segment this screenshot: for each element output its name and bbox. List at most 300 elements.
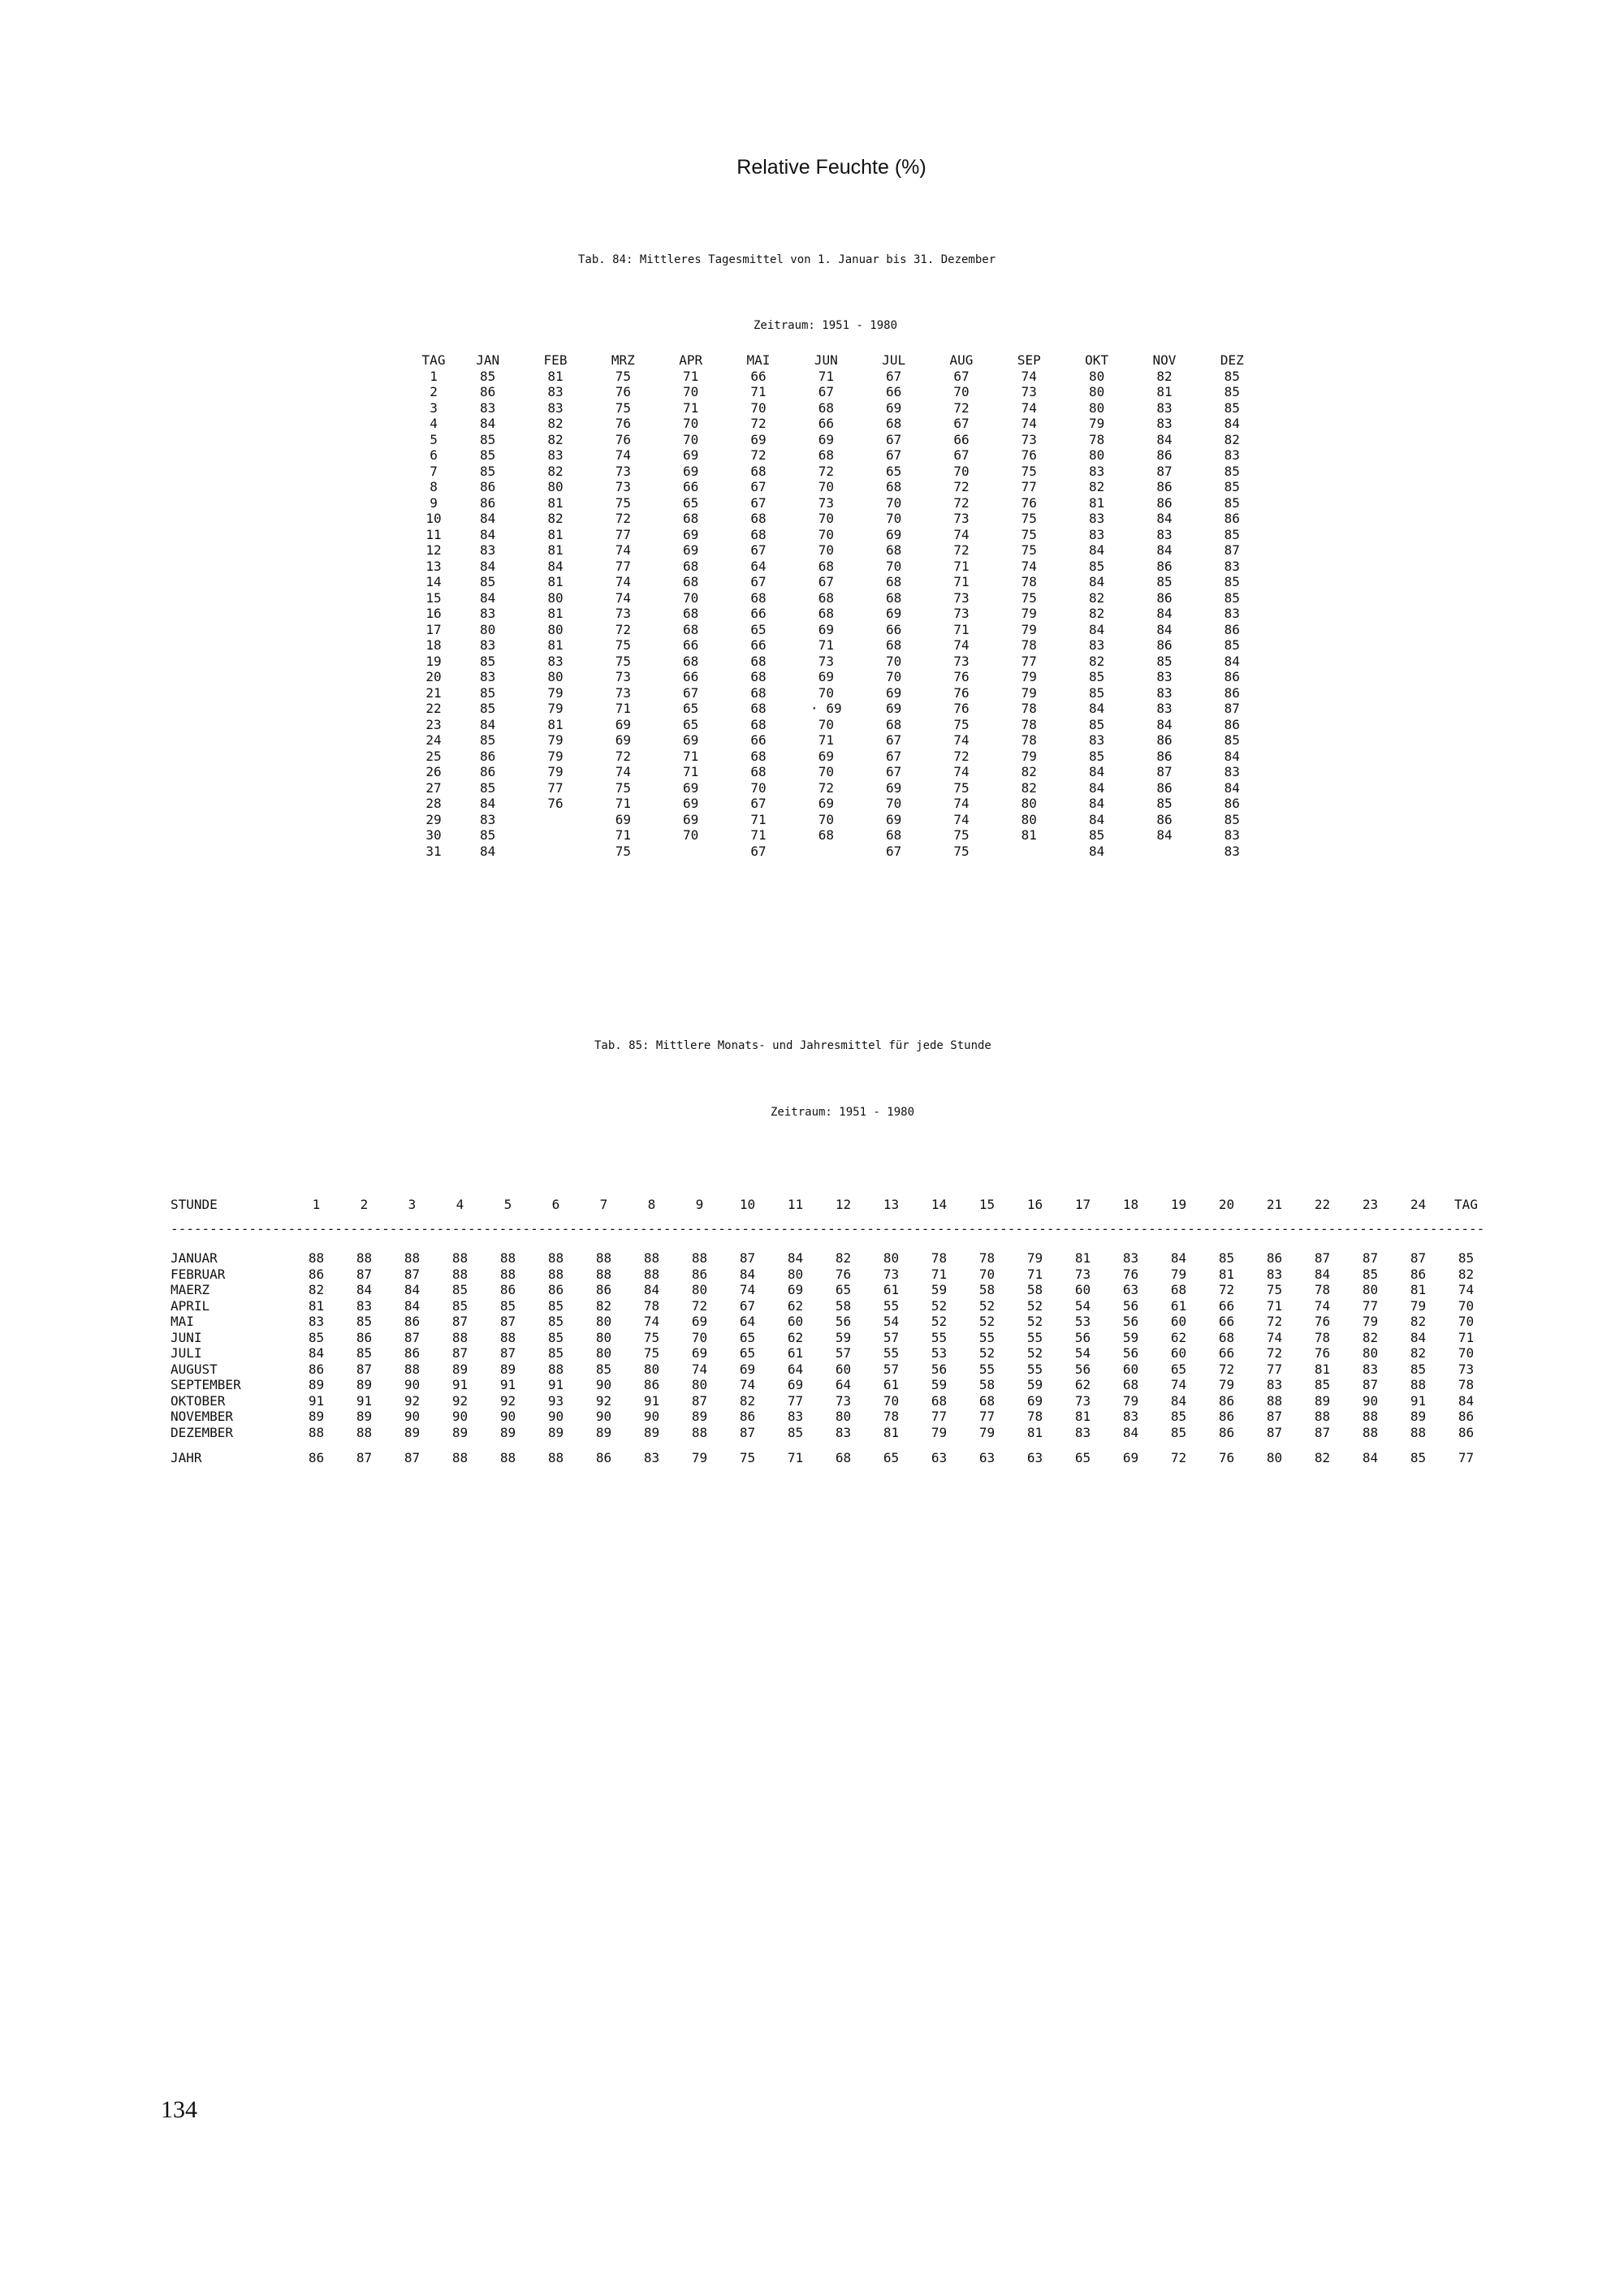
tab84-value-cell: 71 [683,399,699,416]
tab84-value-cell: 84 [1089,542,1105,558]
tab85-hour-header: 8 [647,1197,656,1212]
tab84-value-cell: 72 [750,447,767,463]
tab85-value-cell: 74 [1266,1329,1283,1345]
tab84-value-cell: 71 [683,764,699,779]
tab85-value-cell: 84 [1170,1250,1187,1266]
tab84-value-cell [521,844,589,860]
tab85-value-cell: 70 [1458,1297,1475,1314]
tab85-value-cell: 65 [739,1345,756,1361]
tab84-row [413,796,1266,812]
tab84-value-cell: 85 [480,368,496,384]
tab85-jahr-value: 85 [1410,1450,1427,1465]
tab85-separator-row [171,1221,1490,1250]
tab85-value-cell: 65 [739,1329,756,1345]
tab85-value-cell: 83 [1074,1424,1091,1440]
tab85-value-cell: 79 [1410,1297,1427,1314]
tab85-value-cell: 74 [739,1282,756,1297]
tab85-hour-header: 17 [1074,1197,1091,1212]
tab85-jahr-value: 75 [739,1450,756,1465]
tab84-value-cell: 68 [750,716,767,732]
tab84-value-cell: 74 [953,764,970,779]
tab84-value-cell: 85 [480,574,496,589]
tab84-value-cell: 84 [480,589,496,606]
tab85-value-cell: 86 [404,1345,421,1361]
tab85-value-cell: 52 [978,1345,996,1361]
tab84-row [413,701,1266,717]
tab85-value-cell: 64 [739,1314,756,1329]
tab85-value-cell: 60 [1074,1282,1091,1297]
tab84-value-cell: 83 [480,637,496,653]
tab84-value-cell: 66 [683,669,699,684]
tab85-value-cell: 85 [451,1282,469,1297]
tab85-row [171,1330,1490,1346]
tab85-hour-header: 24 [1410,1197,1427,1212]
tab85-value-cell: 89 [1410,1409,1427,1424]
tab84-value-cell: 67 [886,843,902,859]
tab84-value-cell: 83 [1089,732,1105,748]
tab85-value-cell: 89 [691,1409,708,1424]
tab85-jahr-value: 63 [978,1450,996,1465]
tab84-header-cell: SEP [1017,352,1041,368]
tab84-value-cell: 83 [1156,701,1173,716]
tab84-value-cell: 77 [1021,479,1037,494]
tab85-jahr-value: 88 [547,1450,564,1465]
tab85-month-name: JUNI [171,1329,202,1345]
tab85-value-cell: 72 [1218,1361,1235,1377]
tab84-value-cell: 69 [683,463,699,479]
tab84-value-cell: 73 [615,463,631,479]
tab85-value-cell: 79 [1026,1250,1043,1266]
tab84-value-cell: 85 [1224,526,1240,542]
tab85-value-cell: 88 [451,1329,469,1345]
tab85-value-cell: 59 [931,1377,948,1392]
tab84-value-cell: 84 [547,558,564,574]
tab84-value-cell: 76 [1021,447,1037,463]
tab85-value-cell: 65 [1170,1361,1187,1377]
tab85-month-name: MAERZ [171,1282,210,1297]
tab84-value-cell: 75 [1021,511,1037,526]
tab84-value-cell: 75 [615,368,631,384]
tab85-value-cell: 87 [1314,1424,1331,1440]
tab85-value-cell: 68 [978,1392,996,1409]
tab85-jahr-value: 68 [835,1450,852,1465]
tab85-value-cell: 86 [691,1266,708,1282]
tab84-value-cell: 74 [953,796,970,811]
tab84-value-cell: 65 [886,463,902,479]
tab85-value-cell: 54 [1074,1297,1091,1314]
tab84-value-cell: 83 [1224,447,1240,463]
tab85-spacer-row [171,1440,1490,1450]
tab84-value-cell: 70 [818,479,834,494]
tab84-day-cell: 15 [425,589,442,606]
tab85-header-row [171,1189,1490,1221]
tab84-value-cell: 67 [750,494,767,511]
tab85-value-cell: 89 [547,1424,564,1440]
tab84-value-cell: 85 [1224,494,1240,511]
tab84-value-cell: 84 [1156,606,1173,621]
tab84-value-cell: 86 [1156,748,1173,764]
tab84-value-cell: 84 [480,796,496,811]
tab85-value-cell: 78 [1314,1282,1331,1297]
tab84-value-cell: 86 [480,748,496,764]
tab85-value-cell: 62 [787,1329,804,1345]
tab85-value-cell: 68 [931,1392,948,1409]
tab85-value-cell: 87 [1314,1250,1331,1266]
tab85-value-cell: 57 [883,1329,900,1345]
tab84-value-cell: 68 [886,416,902,431]
tab84-value-cell: 69 [683,796,699,811]
tab84-value-cell: 68 [886,589,902,606]
tab85-value-cell: 85 [547,1297,564,1314]
tab85-value-cell: 71 [1458,1329,1475,1345]
tab85-value-cell: 78 [931,1250,948,1266]
tab85-value-cell: 75 [1266,1282,1283,1297]
tab85-value-cell: 82 [1410,1314,1427,1329]
tab85-value-cell: 73 [1074,1266,1091,1282]
tab84-value-cell: 73 [818,494,834,511]
tab85-hour-header: 4 [456,1197,464,1212]
tab85-hour-header: 5 [503,1197,512,1212]
tab85-value-cell: 86 [1218,1409,1235,1424]
tab84-value-cell: 64 [750,558,767,574]
tab84-value-cell: 84 [1224,779,1240,796]
tab85-value-cell: 70 [978,1266,996,1282]
tab84-day-cell: 4 [430,416,438,431]
tab85-row [171,1298,1490,1314]
tab85-value-cell: 83 [356,1297,373,1314]
tab84-value-cell: 77 [1021,653,1037,669]
tab85-value-cell: 88 [691,1250,708,1266]
tab85-value-cell: 71 [1266,1297,1283,1314]
tab85-row [171,1362,1490,1378]
tab84-value-cell: 74 [953,811,970,827]
tab84-value-cell: 75 [615,494,631,511]
tab84-value-cell: 76 [547,796,564,811]
tab85-value-cell: 85 [356,1345,373,1361]
tab84-value-cell: 78 [1021,701,1037,716]
tab85-value-cell: 80 [787,1266,804,1282]
tab85-value-cell: 76 [1314,1314,1331,1329]
tab84-day-cell: 9 [430,494,438,511]
tab84-value-cell: 85 [1224,589,1240,606]
tab85-value-cell: 89 [1314,1392,1331,1409]
tab84-value-cell: 83 [1224,764,1240,779]
tab84-value-cell: 74 [1021,399,1037,416]
tab85-month-name: NOVEMBER [171,1409,234,1424]
tab85-value-cell: 85 [547,1329,564,1345]
tab85-value-cell: 58 [978,1377,996,1392]
tab84-value-cell: 75 [953,827,970,843]
tab85-value-cell: 81 [1314,1361,1331,1377]
tab85-value-cell: 87 [451,1345,469,1361]
tab85-value-cell: 67 [739,1297,756,1314]
tab85-value-cell: 70 [1458,1345,1475,1361]
tab85-value-cell: 69 [787,1377,804,1392]
tab84-row [413,764,1266,780]
tab85-row [171,1409,1490,1425]
tab85-value-cell: 86 [1458,1424,1475,1440]
tab85-value-cell: 92 [499,1392,516,1409]
tab84-value-cell: 75 [953,843,970,859]
tab85-jahr-value: 72 [1170,1450,1187,1465]
tab85-value-cell: 55 [1026,1361,1043,1377]
tab84-value-cell: 68 [683,653,699,669]
tab85-value-cell: 83 [835,1424,852,1440]
tab85-value-cell: 88 [1362,1409,1379,1424]
tab85-value-cell: 87 [1266,1424,1283,1440]
tab85-value-cell: 86 [1218,1392,1235,1409]
tab84-value-cell: 68 [818,399,834,416]
tab85-value-cell: 88 [404,1361,421,1377]
tab84-value-cell: 69 [886,811,902,827]
tab84-value-cell: 75 [615,653,631,669]
tab85-value-cell: 90 [1362,1392,1379,1409]
tab84-day-cell: 20 [425,669,442,684]
tab84-value-cell [521,812,589,828]
tab84-value-cell: 69 [886,701,902,716]
tab85-value-cell: 74 [1170,1377,1187,1392]
tab85-hour-header: 7 [599,1197,608,1212]
tab85-row [171,1393,1490,1409]
tab85-value-cell: 87 [739,1424,756,1440]
tab85-value-cell: 66 [1218,1314,1235,1329]
tab84-value-cell: 74 [615,764,631,779]
tab84-value-cell: 79 [547,764,564,779]
tab84-value-cell: 71 [615,796,631,811]
tab85-hour-header: 3 [408,1197,417,1212]
tab84-row [413,369,1266,385]
tab85-value-cell: 83 [308,1314,325,1329]
tab85-value-cell: 68 [1122,1377,1139,1392]
tab84-value-cell: 81 [1021,827,1037,843]
tab85-row [171,1314,1490,1330]
tab85-value-cell: 69 [739,1361,756,1377]
tab85-value-cell: 53 [1074,1314,1091,1329]
tab85-period: Zeitraum: 1951 - 1980 [771,1106,915,1119]
tab84-value-cell: 74 [615,589,631,606]
tab85-value-cell: 85 [787,1424,804,1440]
tab85-value-cell: 88 [308,1250,325,1266]
tab85-value-cell: 80 [595,1329,612,1345]
tab84-value-cell: 76 [615,384,631,399]
tab84-value-cell: 86 [1224,684,1240,701]
tab85-value-cell: 79 [1362,1314,1379,1329]
tab85-value-cell: 87 [404,1329,421,1345]
tab84-value-cell: 78 [1021,716,1037,732]
tab85-value-cell: 88 [308,1424,325,1440]
tab84-value-cell: 73 [953,653,970,669]
tab85-value-cell: 89 [308,1377,325,1392]
tab84-value-cell: 66 [886,621,902,637]
tab84-row [413,780,1266,796]
tab84-value-cell: 71 [615,827,631,843]
tab85-value-cell: 89 [643,1424,660,1440]
tab84-value-cell: 82 [1089,606,1105,621]
tab84-value-cell: 78 [1021,574,1037,589]
tab84-value-cell: 85 [480,779,496,796]
tab84-value-cell: 82 [1021,764,1037,779]
tab84-value-cell: 80 [1089,384,1105,399]
tab85-value-cell: 87 [1410,1250,1427,1266]
tab84-value-cell: 79 [1089,416,1105,431]
tab85-value-cell: 87 [1362,1377,1379,1392]
tab84-row [413,732,1266,749]
tab84-value-cell: 85 [480,732,496,748]
tab85-value-cell: 69 [691,1314,708,1329]
tab85-value-cell: 86 [739,1409,756,1424]
tab85-value-cell: 55 [883,1297,900,1314]
tab84-value-cell: 75 [615,779,631,796]
tab84-value-cell: 68 [750,589,767,606]
tab84-value-cell: 83 [1156,526,1173,542]
tab85-value-cell: 86 [356,1329,373,1345]
tab84-header-cell: TAG [421,352,446,368]
tab85-value-cell: 63 [1122,1282,1139,1297]
tab84-value-cell: 84 [1089,574,1105,589]
tab84-value-cell: 69 [818,669,834,684]
tab84-day-cell: 25 [425,748,442,764]
tab84-value-cell: 73 [818,653,834,669]
tab84-value-cell: 81 [547,526,564,542]
tab85-value-cell: 74 [1314,1297,1331,1314]
tab84-value-cell: 67 [886,368,902,384]
tab85-hour-header: 9 [695,1197,704,1212]
tab85-value-cell: 73 [1458,1361,1475,1377]
tab85-month-name: JULI [171,1345,202,1361]
tab85-month-name: APRIL [171,1297,210,1314]
tab84-value-cell: 84 [1224,416,1240,431]
tab84-value-cell: 85 [1156,796,1173,811]
tab84-value-cell: 69 [886,606,902,621]
tab84-value-cell: 86 [1156,732,1173,748]
tab85-jahr-value: 77 [1458,1450,1475,1465]
tab84-value-cell: 85 [1224,463,1240,479]
tab84-value-cell: 82 [1089,479,1105,494]
tab84-value-cell: 76 [953,669,970,684]
tab84-value-cell: 83 [547,653,564,669]
tab85-value-cell: 85 [1170,1424,1187,1440]
tab84-value-cell: 75 [615,637,631,653]
tab85-jahr-value: 82 [1314,1450,1331,1465]
tab85-value-cell: 85 [1170,1409,1187,1424]
tab85-value-cell: 87 [1362,1250,1379,1266]
tab84-value-cell: 83 [1224,827,1240,843]
tab84-value-cell: 71 [750,827,767,843]
tab84-value-cell: 84 [480,843,496,859]
tab85-jahr-value: 63 [931,1450,948,1465]
tab85-value-cell: 83 [1266,1266,1283,1282]
tab85-value-cell: 57 [835,1345,852,1361]
tab85-value-cell: 83 [1122,1250,1139,1266]
tab84-value-cell: 79 [1021,669,1037,684]
tab84-value-cell: 86 [1156,558,1173,574]
tab84-value-cell: 68 [750,463,767,479]
tab84-value-cell: 74 [953,637,970,653]
tab84-value-cell: 84 [1156,716,1173,732]
tab84-day-cell: 19 [425,653,442,669]
tab85-value-cell: 54 [1074,1345,1091,1361]
tab85-jahr-value: 86 [595,1450,612,1465]
tab84-day-cell: 27 [425,779,442,796]
tab84-value-cell: 83 [1089,526,1105,542]
tab85-value-cell: 74 [643,1314,660,1329]
tab84-value-cell: 68 [750,526,767,542]
tab85-value-cell: 80 [595,1314,612,1329]
tab84-value-cell: 72 [818,463,834,479]
tab85-value-cell: 69 [1026,1392,1043,1409]
tab84-value-cell: 72 [953,542,970,558]
tab84-value-cell: 87 [1224,542,1240,558]
tab85-value-cell: 84 [404,1282,421,1297]
tab84-value-cell: 86 [1156,779,1173,796]
tab85-value-cell: 85 [547,1345,564,1361]
tab85-jahr-value: 80 [1266,1450,1283,1465]
tab85-value-cell: 73 [883,1266,900,1282]
tab84-value-cell: 70 [818,526,834,542]
tab85-value-cell: 90 [451,1409,469,1424]
tab85-value-cell: 61 [883,1377,900,1392]
tab84-value-cell: 71 [683,748,699,764]
tab84-value-cell: 73 [953,589,970,606]
tab85-value-cell: 81 [1026,1424,1043,1440]
tab84-row [413,542,1266,559]
tab85-value-cell: 66 [1218,1297,1235,1314]
tab85-value-cell: 74 [1458,1282,1475,1297]
tab85-value-cell: 55 [978,1329,996,1345]
tab84-value-cell: 85 [1224,637,1240,653]
tab84-value-cell: 86 [1224,669,1240,684]
tab85-value-cell: 84 [1170,1392,1187,1409]
tab85-value-cell: 88 [1410,1377,1427,1392]
tab84-header-cell: MRZ [611,352,635,368]
tab84-value-cell: 82 [1089,589,1105,606]
tab85-value-cell: 56 [1122,1297,1139,1314]
tab84-row [413,590,1266,606]
tab84-value-cell: 70 [886,669,902,684]
tab84-value-cell: 75 [1021,463,1037,479]
tab85-value-cell: 60 [835,1361,852,1377]
tab85-spacer-cell [171,1440,1490,1450]
tab84-value-cell: 71 [615,701,631,716]
tab84-value-cell: 84 [480,558,496,574]
tab84-row [413,527,1266,543]
tab84-value-cell: 70 [750,399,767,416]
tab84-value-cell: 80 [1021,811,1037,827]
tab85-stunde-label: STUNDE [171,1197,218,1212]
tab85-value-cell: 89 [451,1424,469,1440]
tab84-value-cell: 68 [886,542,902,558]
tab85-value-cell: 76 [835,1266,852,1282]
tab85-value-cell: 85 [1410,1361,1427,1377]
tab85-value-cell: 88 [451,1266,469,1282]
tab85-separator: ------------------------------------------------------------------------------------------------------------------------------------------------------------------------ [171,1221,1485,1236]
tab84-value-cell: 68 [818,589,834,606]
tab84-value-cell: 73 [615,479,631,494]
tab85-value-cell: 61 [787,1345,804,1361]
tab84-row [413,447,1266,464]
tab85-value-cell: 88 [404,1250,421,1266]
tab84-value-cell: 73 [953,511,970,526]
tab85-value-cell: 91 [356,1392,373,1409]
tab84-row [413,574,1266,590]
tab84-value-cell: 74 [1021,416,1037,431]
tab84-value-cell: 68 [750,701,767,716]
tab84-value-cell: 85 [480,431,496,447]
tab85-value-cell: 56 [835,1314,852,1329]
tab84-value-cell: 68 [683,574,699,589]
tab84-value-cell: 67 [750,542,767,558]
tab84-value-cell: 82 [1156,368,1173,384]
